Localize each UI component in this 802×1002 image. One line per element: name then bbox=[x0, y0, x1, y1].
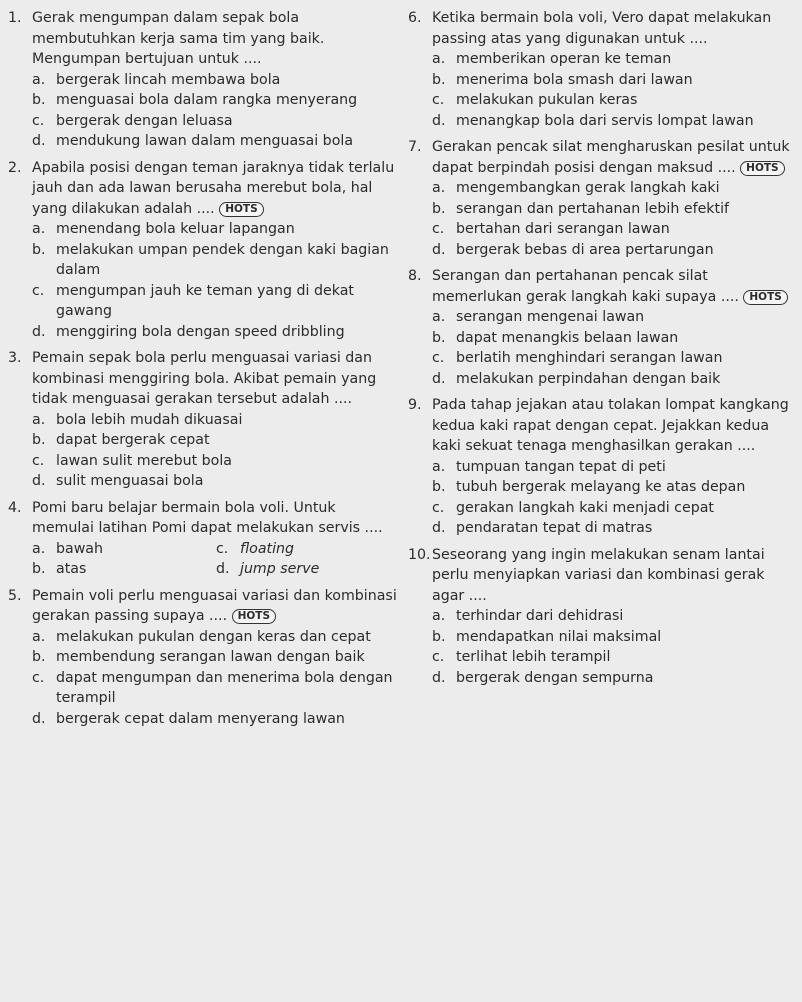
option-d[interactable] bbox=[32, 709, 400, 730]
option-c[interactable] bbox=[432, 498, 796, 519]
option-b[interactable] bbox=[32, 430, 400, 451]
question-5 bbox=[8, 586, 400, 730]
question-stem bbox=[32, 586, 400, 627]
hots-badge: HOTS bbox=[743, 290, 787, 305]
option-letter: b. bbox=[32, 241, 46, 258]
right-column bbox=[408, 8, 796, 694]
option-letter: c. bbox=[216, 540, 229, 557]
hots-badge: HOTS bbox=[219, 202, 263, 217]
question-9 bbox=[408, 395, 796, 539]
question-stem: Pomi baru belajar bermain bola voli. Untuk memulai latihan Pomi dapat melakukan servis .... bbox=[32, 499, 383, 536]
option-text: bergerak dengan sempurna bbox=[456, 669, 654, 686]
question-8 bbox=[408, 266, 796, 389]
option-b[interactable] bbox=[432, 477, 796, 498]
hots-badge: HOTS bbox=[740, 161, 784, 176]
option-a[interactable] bbox=[432, 178, 796, 199]
option-letter: b. bbox=[32, 561, 46, 577]
option-text: mendapatkan nilai maksimal bbox=[456, 628, 662, 645]
question-stem: Pada tahap jejakan atau tolakan lompat kangkang kedua kaki rapat dengan cepat. Jejakkan kedua kaki sekuat tenaga menghasilkan gerakan .... bbox=[432, 397, 789, 454]
option-letter: a. bbox=[32, 221, 46, 237]
option-d[interactable] bbox=[32, 471, 400, 492]
option-c[interactable] bbox=[32, 451, 400, 472]
option-text: memberikan operan ke teman bbox=[456, 51, 672, 67]
option-letter: b. bbox=[432, 628, 446, 645]
option-letter: a. bbox=[432, 458, 446, 475]
option-text: tubuh bergerak melayang ke atas depan bbox=[456, 479, 746, 495]
option-letter: d. bbox=[432, 370, 446, 387]
question-stem: Pemain sepak bola perlu menguasai variasi dan kombinasi menggiring bola. Akibat pemain yang tidak menguasai gerakan tersebut adalah .... bbox=[32, 350, 377, 407]
option-b[interactable] bbox=[32, 240, 400, 281]
option-d[interactable] bbox=[432, 369, 796, 390]
option-text: bawah bbox=[56, 540, 103, 557]
option-a[interactable] bbox=[32, 410, 400, 431]
option-c[interactable] bbox=[432, 90, 796, 111]
question-number: 4. bbox=[8, 499, 22, 516]
option-letter: d. bbox=[32, 133, 46, 149]
option-grid bbox=[32, 539, 400, 580]
option-letter: c. bbox=[32, 669, 45, 686]
left-column bbox=[8, 8, 400, 735]
option-text: membendung serangan lawan dengan baik bbox=[56, 649, 365, 665]
option-letter: c. bbox=[432, 649, 445, 665]
option-text: atas bbox=[56, 561, 87, 577]
option-text: jump serve bbox=[240, 561, 320, 577]
option-letter: a. bbox=[32, 628, 46, 645]
question-2 bbox=[8, 158, 400, 343]
option-text: menggiring bola dengan speed dribbling bbox=[56, 323, 345, 340]
option-c[interactable] bbox=[32, 668, 400, 709]
question-stem-text: Serangan dan pertahanan pencak silat memerlukan gerak langkah kaki supaya .... bbox=[432, 268, 739, 305]
option-d[interactable] bbox=[32, 131, 400, 152]
option-d[interactable] bbox=[432, 240, 796, 261]
option-b[interactable] bbox=[32, 559, 216, 580]
option-letter: b. bbox=[32, 649, 46, 665]
option-letter: d. bbox=[216, 561, 230, 577]
question-stem-text: Gerakan pencak silat mengharuskan pesilat untuk dapat berpindah posisi dengan maksud .... bbox=[432, 139, 790, 176]
option-d[interactable] bbox=[432, 111, 796, 132]
option-text: mendukung lawan dalam menguasai bola bbox=[56, 133, 354, 149]
option-letter: a. bbox=[432, 51, 446, 67]
option-text: bergerak lincah membawa bola bbox=[56, 71, 281, 88]
hots-badge: HOTS bbox=[232, 609, 276, 624]
option-text: floating bbox=[240, 540, 295, 557]
question-number: 10. bbox=[408, 546, 431, 563]
option-b[interactable] bbox=[432, 70, 796, 91]
option-text: menangkap bola dari servis lompat lawan bbox=[456, 112, 754, 129]
option-text: menguasai bola dalam rangka menyerang bbox=[56, 92, 358, 108]
option-letter: d. bbox=[32, 323, 46, 340]
option-b[interactable] bbox=[32, 647, 400, 668]
option-text: serangan mengenai lawan bbox=[456, 309, 645, 325]
option-letter: c. bbox=[432, 350, 445, 366]
option-text: mengumpan jauh ke teman yang di dekat gawang bbox=[56, 282, 354, 319]
option-text: serangan dan pertahanan lebih efektif bbox=[456, 200, 730, 217]
option-letter: d. bbox=[432, 112, 446, 129]
option-text: berlatih menghindari serangan lawan bbox=[456, 350, 723, 366]
option-text: mengembangkan gerak langkah kaki bbox=[456, 180, 720, 196]
option-letter: a. bbox=[432, 608, 446, 624]
option-letter: b. bbox=[432, 200, 446, 217]
question-stem bbox=[432, 266, 796, 307]
option-d[interactable] bbox=[32, 322, 400, 343]
option-letter: b. bbox=[432, 479, 446, 495]
option-text: dapat bergerak cepat bbox=[56, 432, 210, 448]
option-text: bertahan dari serangan lawan bbox=[456, 221, 670, 237]
question-stem-text: Apabila posisi dengan teman jaraknya tidak terlalu jauh dan ada lawan berusaha merebut bola, hal yang dilakukan adalah .... bbox=[32, 159, 395, 217]
question-7 bbox=[408, 137, 796, 260]
option-text: sulit menguasai bola bbox=[56, 473, 204, 489]
option-text: tumpuan tangan tepat di peti bbox=[456, 458, 666, 475]
option-letter: c. bbox=[32, 452, 45, 469]
option-text: menerima bola smash dari lawan bbox=[456, 71, 693, 88]
question-stem-text: Pemain voli perlu menguasai variasi dan kombinasi gerakan passing supaya .... bbox=[32, 587, 397, 624]
option-text: dapat mengumpan dan menerima bola dengan terampil bbox=[56, 669, 393, 706]
question-stem: Ketika bermain bola voli, Vero dapat melakukan passing atas yang digunakan untuk .... bbox=[432, 10, 772, 47]
option-letter: d. bbox=[32, 473, 46, 489]
option-b[interactable] bbox=[432, 627, 796, 648]
option-text: gerakan langkah kaki menjadi cepat bbox=[456, 499, 714, 516]
option-text: menendang bola keluar lapangan bbox=[56, 221, 295, 237]
question-number: 9. bbox=[408, 397, 422, 413]
question-3 bbox=[8, 348, 400, 492]
option-b[interactable] bbox=[432, 199, 796, 220]
option-c[interactable] bbox=[32, 111, 400, 132]
question-stem bbox=[432, 137, 796, 178]
question-4 bbox=[8, 498, 400, 580]
option-d[interactable] bbox=[216, 559, 400, 580]
question-stem bbox=[32, 158, 400, 220]
option-letter: a. bbox=[32, 71, 46, 88]
question-6 bbox=[408, 8, 796, 131]
option-text: melakukan pukulan keras bbox=[456, 92, 638, 108]
option-letter: a. bbox=[432, 180, 446, 196]
option-text: melakukan umpan pendek dengan kaki bagian dalam bbox=[56, 241, 389, 278]
option-letter: d. bbox=[432, 241, 446, 258]
option-letter: b. bbox=[432, 329, 446, 346]
option-a[interactable] bbox=[32, 70, 400, 91]
option-text: bola lebih mudah dikuasai bbox=[56, 411, 243, 428]
question-number: 6. bbox=[408, 10, 422, 26]
option-letter: a. bbox=[32, 540, 46, 557]
option-c[interactable] bbox=[216, 539, 400, 560]
question-number: 5. bbox=[8, 587, 22, 604]
option-letter: b. bbox=[432, 71, 446, 88]
option-c[interactable] bbox=[32, 281, 400, 322]
question-10 bbox=[408, 545, 796, 689]
option-a[interactable] bbox=[32, 539, 216, 560]
option-a[interactable] bbox=[32, 627, 400, 648]
option-text: bergerak cepat dalam menyerang lawan bbox=[56, 710, 345, 727]
option-letter: d. bbox=[432, 669, 446, 686]
option-text: terhindar dari dehidrasi bbox=[456, 608, 624, 624]
option-b[interactable] bbox=[432, 328, 796, 349]
option-text: bergerak dengan leluasa bbox=[56, 112, 233, 129]
option-letter: b. bbox=[32, 92, 46, 108]
option-c[interactable] bbox=[432, 219, 796, 240]
option-a[interactable] bbox=[432, 457, 796, 478]
option-text: pendaratan tepat di matras bbox=[456, 520, 653, 536]
option-a[interactable] bbox=[432, 606, 796, 627]
option-text: dapat menangkis belaan lawan bbox=[456, 329, 679, 346]
option-text: terlihat lebih terampil bbox=[456, 649, 611, 665]
option-d[interactable] bbox=[432, 668, 796, 689]
question-number: 1. bbox=[8, 10, 22, 26]
option-c[interactable] bbox=[432, 647, 796, 668]
option-text: lawan sulit merebut bola bbox=[56, 452, 232, 469]
option-letter: b. bbox=[32, 432, 46, 448]
option-c[interactable] bbox=[432, 348, 796, 369]
question-stem: Seseorang yang ingin melakukan senam lantai perlu menyiapkan variasi dan kombinasi gerak agar .... bbox=[432, 546, 765, 604]
option-a[interactable] bbox=[432, 49, 796, 70]
option-letter: c. bbox=[32, 282, 45, 299]
question-1 bbox=[8, 8, 400, 152]
option-a[interactable] bbox=[432, 307, 796, 328]
question-number: 2. bbox=[8, 159, 22, 176]
option-letter: c. bbox=[432, 92, 445, 108]
question-stem: Gerak mengumpan dalam sepak bola membutuhkan kerja sama tim yang baik. Mengumpan bertujuan untuk .... bbox=[32, 10, 325, 67]
option-letter: d. bbox=[432, 520, 446, 536]
question-number: 8. bbox=[408, 268, 422, 284]
question-number: 7. bbox=[408, 139, 422, 155]
option-letter: c. bbox=[32, 112, 45, 129]
option-letter: a. bbox=[432, 309, 446, 325]
option-letter: d. bbox=[32, 710, 46, 727]
option-letter: a. bbox=[32, 411, 46, 428]
option-text: melakukan perpindahan dengan baik bbox=[456, 370, 721, 387]
option-b[interactable] bbox=[32, 90, 400, 111]
option-text: melakukan pukulan dengan keras dan cepat bbox=[56, 628, 371, 645]
option-d[interactable] bbox=[432, 518, 796, 539]
option-letter: c. bbox=[432, 221, 445, 237]
question-number: 3. bbox=[8, 350, 22, 366]
option-letter: c. bbox=[432, 499, 445, 516]
option-text: bergerak bebas di area pertarungan bbox=[456, 241, 714, 258]
option-a[interactable] bbox=[32, 219, 400, 240]
